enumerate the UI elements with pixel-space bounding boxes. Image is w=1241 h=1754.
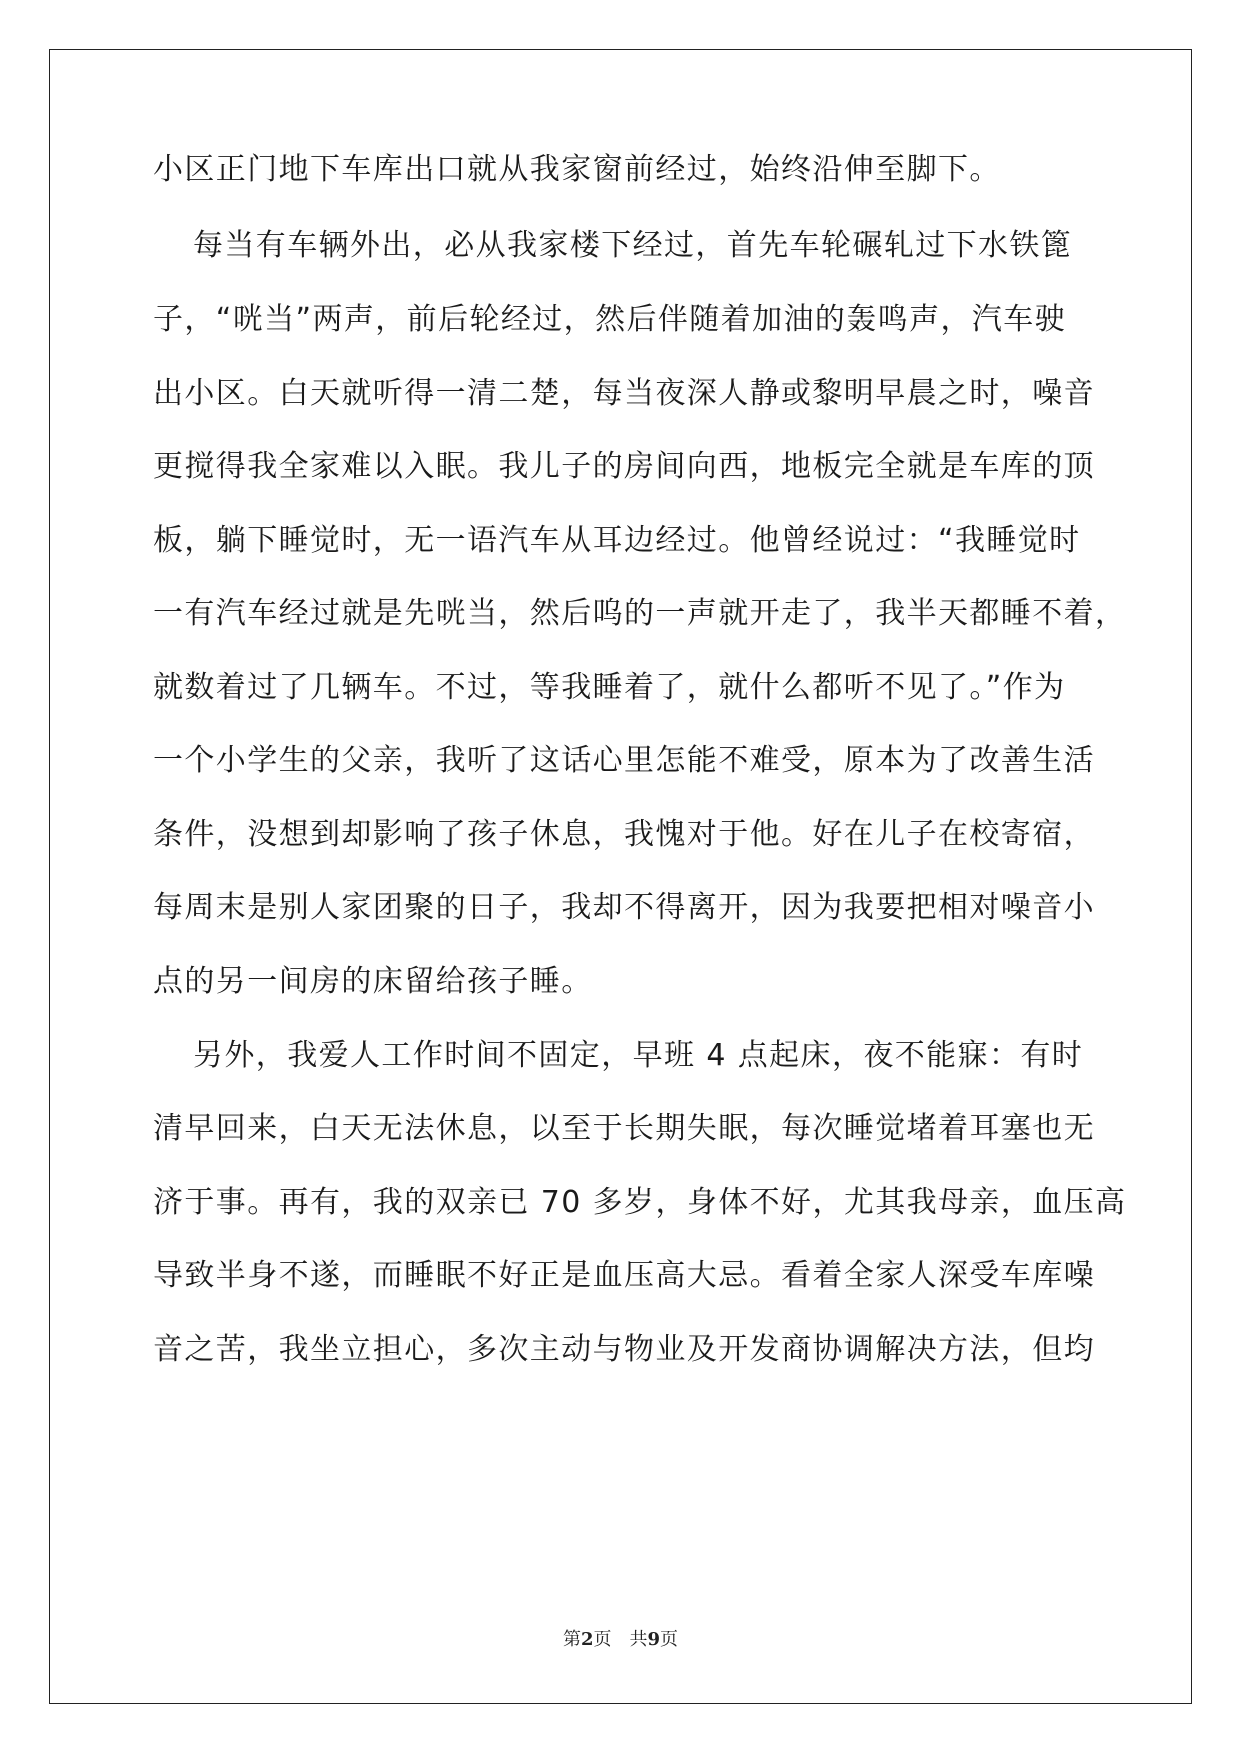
text-line: 更搅得我全家难以入眠。我儿子的房间向西，地板完全就是车库的顶	[153, 449, 1095, 484]
text-line: 板，躺下睡觉时，无一语汽车从耳边经过。他曾经说过：“我睡觉时	[153, 523, 1081, 558]
text-line: 清早回来，白天无法休息，以至于长期失眠，每次睡觉堵着耳塞也无	[153, 1111, 1095, 1146]
text-line: 音之苦，我坐立担心，多次主动与物业及开发商协调解决方法，但均	[153, 1332, 1095, 1367]
text-line: 另外，我爱人工作时间不固定，早班 4 点起床，夜不能寐：有时	[193, 1038, 1084, 1073]
text-line: 一有汽车经过就是先咣当，然后呜的一声就开走了，我半天都睡不着，	[153, 596, 1127, 631]
text-line: 导致半身不遂，而睡眠不好正是血压高大忌。看着全家人深受车库噪	[153, 1258, 1095, 1293]
text-line: 子，“咣当”两声，前后轮经过，然后伴随着加油的轰鸣声，汽车驶	[153, 302, 1067, 337]
page-border	[49, 49, 1192, 1704]
text-line: 一个小学生的父亲，我听了这话心里怎能不难受，原本为了改善生活	[153, 743, 1095, 778]
current-page-number: 2	[580, 1629, 594, 1650]
text-line: 点的另一间房的床留给孩子睡。	[153, 964, 593, 999]
text-line: 条件，没想到却影响了孩子休息，我愧对于他。好在儿子在校寄宿，	[153, 817, 1095, 852]
page-footer	[0, 1625, 1241, 1651]
text-line: 就数着过了几辆车。不过，等我睡着了，就什么都听不见了。”作为	[153, 670, 1066, 705]
footer-suffix: 页	[660, 1629, 679, 1650]
text-line: 出小区。白天就听得一清二楚，每当夜深人静或黎明早晨之时，噪音	[153, 376, 1095, 411]
footer-prefix: 第	[562, 1629, 581, 1650]
text-line: 每当有车辆外出，必从我家楼下经过，首先车轮碾轧过下水铁篦	[193, 228, 1073, 263]
text-line: 小区正门地下车库出口就从我家窗前经过，始终沿伸至脚下。	[153, 152, 1001, 187]
text-line: 每周末是别人家团聚的日子，我却不得离开，因为我要把相对噪音小	[153, 890, 1095, 925]
text-line: 济于事。再有，我的双亲已 70 多岁，身体不好，尤其我母亲，血压高	[153, 1185, 1127, 1220]
footer-middle: 页 共	[593, 1629, 648, 1650]
total-page-number: 9	[647, 1629, 661, 1650]
